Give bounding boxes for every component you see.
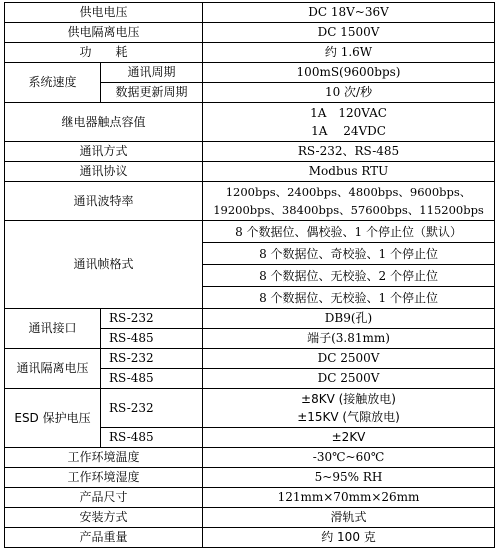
comm-interface-rs485-value: 端子(3.81mm) <box>203 329 495 349</box>
comm-isolation-rs232-label: RS-232 <box>101 349 203 369</box>
spec-table <box>4 2 495 548</box>
table-row <box>5 349 495 369</box>
baud-rate-label: 通讯波特率 <box>5 182 203 221</box>
data-update-label: 数据更新周期 <box>101 83 203 103</box>
table-row <box>5 389 495 428</box>
system-speed-label: 系统速度 <box>5 63 101 103</box>
esd-rs485-value: ±2KV <box>203 428 495 448</box>
install-method-value: 滑轨式 <box>203 508 495 528</box>
esd-rs232-line1: ±8KV (接触放电) <box>301 392 396 406</box>
comm-isolation-rs485-label: RS-485 <box>101 369 203 389</box>
baud-rate-line1: 1200bps、2400bps、4800bps、9600bps、 <box>225 185 472 199</box>
baud-rate-line2: 19200bps、38400bps、57600bps、115200bps <box>213 203 484 217</box>
comm-interface-label: 通讯接口 <box>5 309 101 349</box>
table-row <box>5 63 495 83</box>
supply-isolation-value: DC 1500V <box>203 23 495 43</box>
table-row <box>5 3 495 23</box>
table-row <box>5 488 495 508</box>
esd-rs232-value <box>203 389 495 428</box>
power-value: 约 1.6W <box>203 43 495 63</box>
comm-isolation-rs485-value: DC 2500V <box>203 369 495 389</box>
comm-period-value: 100mS(9600bps) <box>203 63 495 83</box>
frame-format-option: 8 个数据位、奇校验、1 个停止位 <box>203 243 495 265</box>
supply-isolation-label: 供电隔离电压 <box>5 23 203 43</box>
frame-format-option: 8 个数据位、无校验、1 个停止位 <box>203 287 495 309</box>
frame-format-label: 通讯帧格式 <box>5 221 203 309</box>
comm-interface-rs232-value: DB9(孔) <box>203 309 495 329</box>
data-update-value: 10 次/秒 <box>203 83 495 103</box>
table-row <box>5 508 495 528</box>
esd-rs485-label: RS-485 <box>101 428 203 448</box>
supply-voltage-value: DC 18V~36V <box>203 3 495 23</box>
esd-rs232-line2: ±15KV (气隙放电) <box>297 410 400 424</box>
table-row <box>5 309 495 329</box>
power-label: 功 耗 <box>5 43 203 63</box>
table-row <box>5 162 495 182</box>
supply-voltage-label: 供电电压 <box>5 3 203 23</box>
table-row <box>5 23 495 43</box>
comm-isolation-label: 通讯隔离电压 <box>5 349 101 389</box>
product-weight-label: 产品重量 <box>5 528 203 548</box>
table-row <box>5 142 495 162</box>
table-row <box>5 43 495 63</box>
relay-capacity-line1: 1A 120VAC <box>310 106 387 120</box>
work-temp-label: 工作环境温度 <box>5 448 203 468</box>
comm-period-label: 通讯周期 <box>101 63 203 83</box>
comm-protocol-value: Modbus RTU <box>203 162 495 182</box>
table-row <box>5 448 495 468</box>
baud-rate-value <box>203 182 495 221</box>
relay-capacity-label: 继电器触点容值 <box>5 103 203 142</box>
comm-interface-rs485-label: RS-485 <box>101 329 203 349</box>
comm-isolation-rs232-value: DC 2500V <box>203 349 495 369</box>
relay-capacity-value <box>203 103 495 142</box>
frame-format-option: 8 个数据位、无校验、2 个停止位 <box>203 265 495 287</box>
work-humidity-value: 5~95% RH <box>203 468 495 488</box>
frame-format-option: 8 个数据位、偶校验、1 个停止位（默认） <box>203 221 495 243</box>
comm-mode-value: RS-232、RS-485 <box>203 142 495 162</box>
esd-rs232-label: RS-232 <box>101 389 203 428</box>
work-humidity-label: 工作环境湿度 <box>5 468 203 488</box>
product-size-label: 产品尺寸 <box>5 488 203 508</box>
table-row <box>5 468 495 488</box>
relay-capacity-line2: 1A 24VDC <box>311 124 386 138</box>
table-row <box>5 103 495 142</box>
table-row <box>5 221 495 243</box>
comm-interface-rs232-label: RS-232 <box>101 309 203 329</box>
esd-label: ESD 保护电压 <box>5 389 101 448</box>
work-temp-value: -30℃~60℃ <box>203 448 495 468</box>
comm-protocol-label: 通讯协议 <box>5 162 203 182</box>
comm-mode-label: 通讯方式 <box>5 142 203 162</box>
product-weight-value: 约 100 克 <box>203 528 495 548</box>
table-row <box>5 182 495 221</box>
table-row <box>5 528 495 548</box>
product-size-value: 121mm×70mm×26mm <box>203 488 495 508</box>
install-method-label: 安装方式 <box>5 508 203 528</box>
